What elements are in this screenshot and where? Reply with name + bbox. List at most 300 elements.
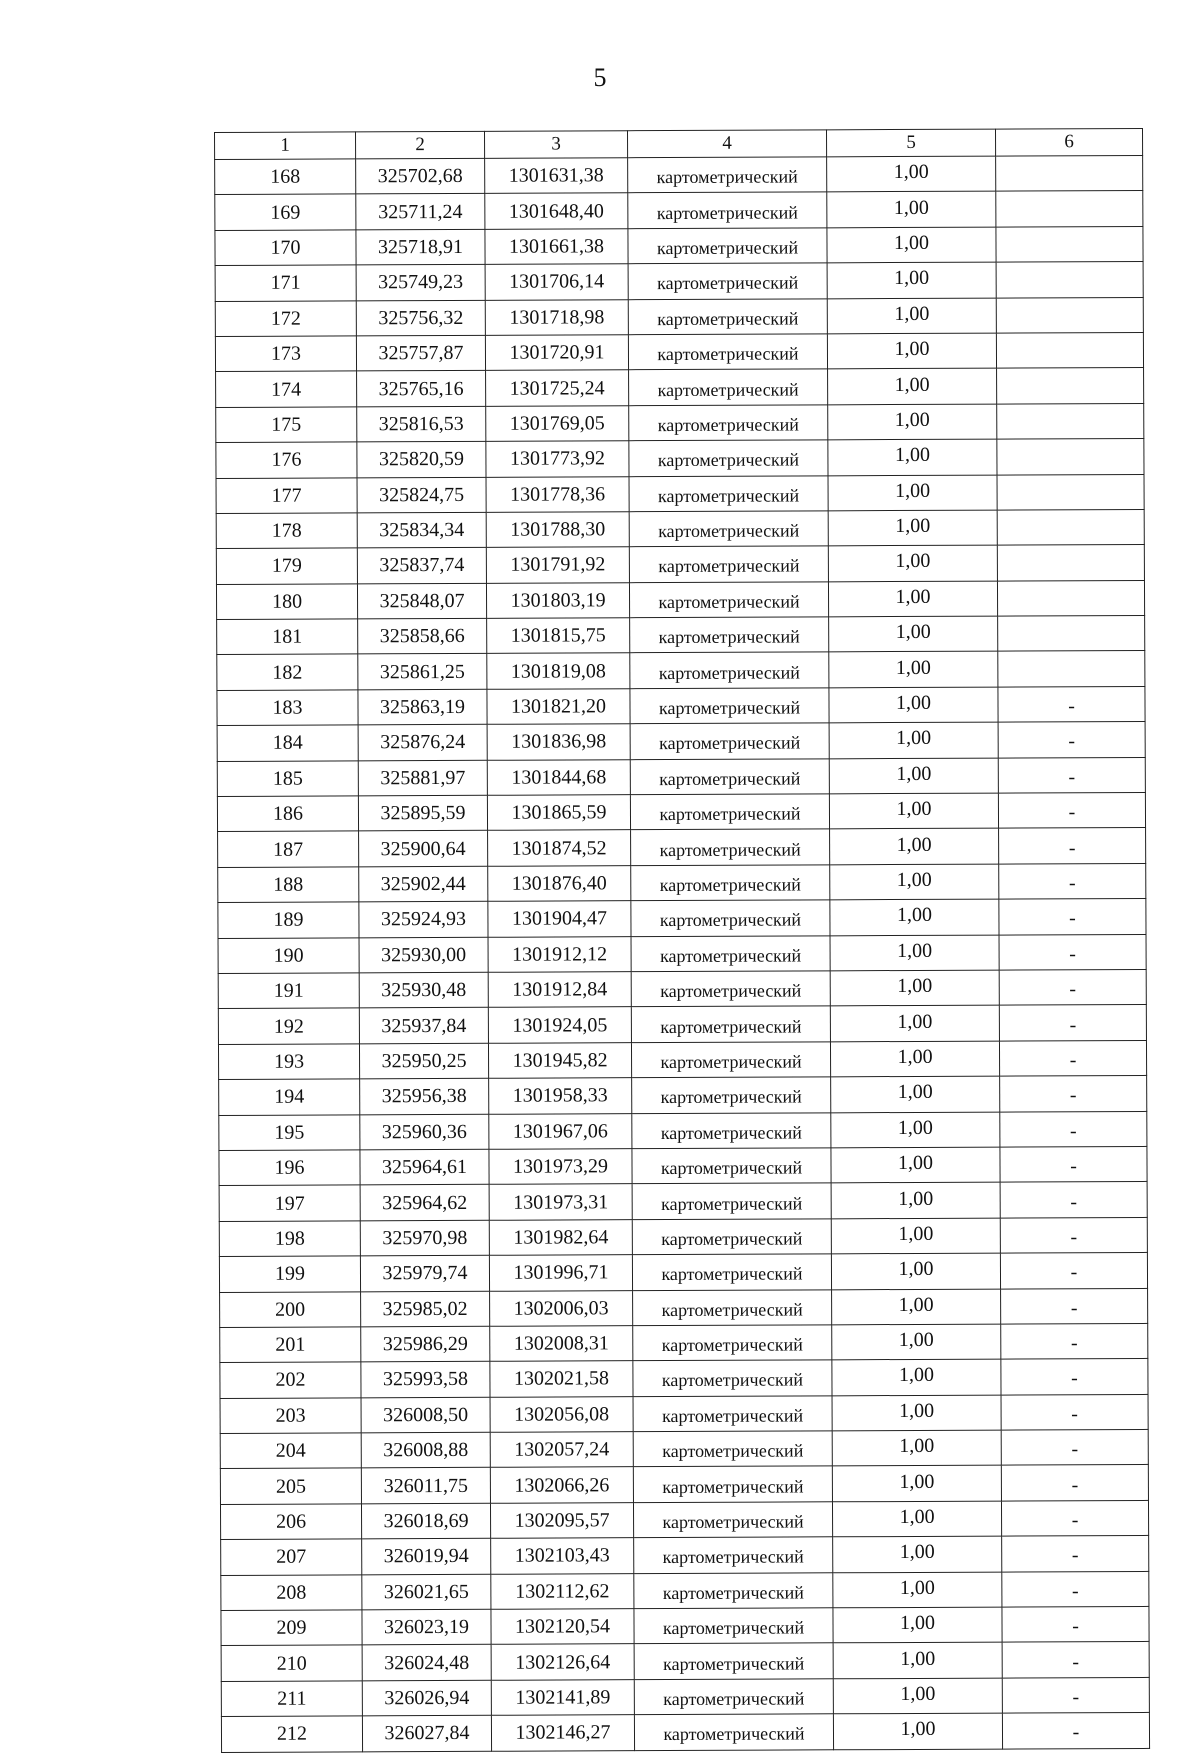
cell-point-number: 202 [220, 1362, 361, 1398]
cell-coord-x: 325816,53 [357, 406, 486, 442]
cell-accuracy: 1,00 [831, 1253, 1000, 1289]
cell-coord-x: 325964,61 [360, 1149, 489, 1185]
cell-note [998, 616, 1145, 652]
cell-coord-x: 326024,48 [362, 1645, 491, 1681]
table-row [215, 226, 1143, 265]
cell-method: картометрический [631, 829, 830, 865]
cell-point-number: 183 [217, 690, 358, 726]
cell-method: картометрический [628, 192, 827, 228]
cell-accuracy: 1,00 [828, 581, 997, 617]
cell-point-number: 169 [215, 194, 356, 230]
cell-coord-y: 1301912,12 [488, 936, 631, 972]
table-row [219, 1076, 1147, 1115]
cell-accuracy: 1,00 [833, 1678, 1002, 1714]
table-row [218, 863, 1146, 902]
cell-method: картометрический [629, 582, 828, 618]
header-col-1: 1 [215, 132, 356, 160]
cell-note [997, 545, 1144, 581]
cell-method: картометрический [632, 1219, 831, 1255]
cell-coord-x: 325834,34 [357, 512, 486, 548]
cell-coord-y: 1301967,06 [489, 1113, 632, 1149]
cell-method: картометрический [628, 157, 827, 193]
cell-coord-x: 325902,44 [359, 866, 488, 902]
table-row [217, 757, 1145, 796]
cell-note: - [1002, 1677, 1149, 1713]
table-row [217, 616, 1145, 655]
cell-note: - [1002, 1571, 1149, 1607]
cell-method: картометрический [629, 369, 828, 405]
cell-coord-x: 325824,75 [357, 477, 486, 513]
cell-accuracy: 1,00 [832, 1501, 1001, 1537]
cell-accuracy: 1,00 [828, 510, 997, 546]
cell-method: картометрический [630, 723, 829, 759]
cell-point-number: 174 [216, 371, 357, 407]
cell-note: - [1000, 1111, 1147, 1147]
header-col-3: 3 [484, 131, 627, 159]
cell-note: - [1001, 1323, 1148, 1359]
table-row [218, 1005, 1146, 1044]
cell-method: картометрический [630, 794, 829, 830]
cell-coord-x: 325749,23 [356, 264, 485, 300]
cell-accuracy: 1,00 [829, 758, 998, 794]
table-row [219, 1217, 1147, 1256]
cell-coord-x: 325757,87 [356, 335, 485, 371]
cell-coord-y: 1301958,33 [489, 1078, 632, 1114]
cell-method: картометрический [634, 1537, 833, 1573]
table-row [216, 474, 1144, 513]
cell-coord-x: 325837,74 [357, 548, 486, 584]
cell-accuracy: 1,00 [832, 1395, 1001, 1431]
table-row [218, 828, 1146, 867]
cell-coord-y: 1302103,43 [491, 1538, 634, 1574]
cell-coord-y: 1301844,68 [487, 759, 630, 795]
cell-coord-y: 1302057,24 [490, 1432, 633, 1468]
cell-note [996, 262, 1143, 298]
cell-note [996, 297, 1143, 333]
cell-note: - [1000, 1076, 1147, 1112]
cell-coord-y: 1301836,98 [487, 724, 630, 760]
cell-point-number: 176 [216, 442, 357, 478]
cell-point-number: 195 [219, 1114, 360, 1150]
cell-point-number: 187 [218, 831, 359, 867]
cell-coord-y: 1302146,27 [491, 1715, 634, 1751]
cell-note [997, 509, 1144, 545]
cell-coord-x: 326019,94 [362, 1539, 491, 1575]
cell-method: картометрический [632, 1112, 831, 1148]
cell-method: картометрический [631, 1006, 830, 1042]
cell-coord-x: 326021,65 [362, 1574, 491, 1610]
cell-coord-y: 1301773,92 [486, 441, 629, 477]
cell-accuracy: 1,00 [829, 687, 998, 723]
cell-accuracy: 1,00 [827, 298, 996, 334]
cell-coord-x: 326008,88 [361, 1432, 490, 1468]
cell-coord-y: 1301815,75 [487, 618, 630, 654]
cell-accuracy: 1,00 [830, 970, 999, 1006]
table-row [215, 155, 1143, 194]
cell-coord-x: 325986,29 [361, 1326, 490, 1362]
table-row [218, 1040, 1146, 1079]
cell-accuracy: 1,00 [830, 1041, 999, 1077]
cell-method: картометрический [632, 1148, 831, 1184]
cell-coord-y: 1301912,84 [488, 972, 631, 1008]
cell-coord-x: 325881,97 [358, 760, 487, 796]
cell-point-number: 199 [219, 1256, 360, 1292]
cell-coord-x: 325702,68 [356, 158, 485, 194]
header-col-2: 2 [356, 131, 485, 159]
table-row [216, 545, 1144, 584]
cell-coord-x: 325985,02 [361, 1291, 490, 1327]
cell-point-number: 179 [216, 548, 357, 584]
cell-method: картометрический [629, 546, 828, 582]
table-row [215, 262, 1143, 301]
cell-note: - [999, 1005, 1146, 1041]
table-row [218, 899, 1146, 938]
cell-coord-x: 325950,25 [359, 1043, 488, 1079]
table-row [220, 1394, 1148, 1433]
cell-accuracy: 1,00 [827, 333, 996, 369]
table-row [219, 1146, 1147, 1185]
cell-method: картометрический [632, 1183, 831, 1219]
cell-note [997, 439, 1144, 475]
cell-coord-y: 1302056,08 [490, 1396, 633, 1432]
cell-coord-x: 325970,98 [360, 1220, 489, 1256]
cell-point-number: 178 [216, 513, 357, 549]
cell-note [996, 155, 1143, 191]
cell-method: картометрический [634, 1572, 833, 1608]
cell-note: - [1000, 1253, 1147, 1289]
cell-point-number: 168 [215, 159, 356, 195]
table-row [219, 1182, 1147, 1221]
cell-method: картометрический [633, 1360, 832, 1396]
cell-point-number: 198 [219, 1221, 360, 1257]
cell-method: картометрический [629, 440, 828, 476]
cell-coord-y: 1302112,62 [491, 1573, 634, 1609]
cell-point-number: 175 [216, 407, 357, 443]
cell-coord-y: 1301982,64 [489, 1219, 632, 1255]
table-row [215, 191, 1143, 230]
cell-note: - [999, 863, 1146, 899]
cell-note: - [998, 792, 1145, 828]
cell-accuracy: 1,00 [830, 1005, 999, 1041]
cell-point-number: 171 [215, 265, 356, 301]
table-row [215, 332, 1143, 371]
cell-note: - [999, 899, 1146, 935]
cell-method: картометрический [634, 1608, 833, 1644]
cell-accuracy: 1,00 [827, 191, 996, 227]
cell-coord-y: 1301706,14 [485, 264, 628, 300]
cell-coord-y: 1301803,19 [486, 582, 629, 618]
cell-method: картометрический [629, 475, 828, 511]
cell-point-number: 209 [221, 1610, 362, 1646]
cell-note: - [1001, 1359, 1148, 1395]
cell-coord-x: 325960,36 [360, 1114, 489, 1150]
cell-accuracy: 1,00 [828, 404, 997, 440]
cell-note [997, 580, 1144, 616]
table-row [216, 580, 1144, 619]
cell-point-number: 206 [220, 1504, 361, 1540]
cell-point-number: 211 [221, 1681, 362, 1717]
cell-note: - [1001, 1429, 1148, 1465]
cell-accuracy: 1,00 [832, 1466, 1001, 1502]
cell-coord-x: 325900,64 [359, 831, 488, 867]
cell-note: - [1002, 1536, 1149, 1572]
cell-point-number: 188 [218, 867, 359, 903]
cell-note: - [1001, 1465, 1148, 1501]
cell-point-number: 201 [220, 1327, 361, 1363]
cell-note: - [1000, 1146, 1147, 1182]
cell-coord-x: 326008,50 [361, 1397, 490, 1433]
cell-coord-y: 1301996,71 [489, 1255, 632, 1291]
cell-note [998, 651, 1145, 687]
table-row [220, 1359, 1148, 1398]
cell-accuracy: 1,00 [832, 1430, 1001, 1466]
cell-accuracy: 1,00 [830, 829, 999, 865]
table-row [216, 509, 1144, 548]
table-row [217, 792, 1145, 831]
cell-coord-y: 1301791,92 [486, 547, 629, 583]
cell-method: картометрический [628, 298, 827, 334]
cell-coord-x: 325711,24 [356, 194, 485, 230]
cell-accuracy: 1,00 [832, 1359, 1001, 1395]
cell-note [997, 403, 1144, 439]
cell-coord-x: 326018,69 [361, 1503, 490, 1539]
cell-coord-x: 325993,58 [361, 1362, 490, 1398]
table-row [216, 368, 1144, 407]
cell-coord-y: 1302095,57 [490, 1503, 633, 1539]
cell-point-number: 197 [219, 1185, 360, 1221]
cell-method: картометрический [630, 758, 829, 794]
table-row [219, 1253, 1147, 1292]
cell-accuracy: 1,00 [829, 722, 998, 758]
cell-method: картометрический [630, 688, 829, 724]
cell-coord-x: 325756,32 [356, 300, 485, 336]
cell-coord-x: 325863,19 [358, 689, 487, 725]
cell-point-number: 177 [216, 477, 357, 513]
cell-note: - [998, 686, 1145, 722]
cell-accuracy: 1,00 [831, 1182, 1000, 1218]
table-header [215, 128, 1143, 159]
cell-coord-x: 325858,66 [358, 618, 487, 654]
cell-accuracy: 1,00 [829, 616, 998, 652]
cell-point-number: 170 [215, 230, 356, 266]
cell-accuracy: 1,00 [831, 1218, 1000, 1254]
cell-note: - [1001, 1394, 1148, 1430]
cell-method: картометрический [631, 935, 830, 971]
cell-coord-x: 325979,74 [360, 1255, 489, 1291]
cell-method: картометрический [631, 971, 830, 1007]
cell-note: - [999, 969, 1146, 1005]
table-row [217, 686, 1145, 725]
table-row [220, 1465, 1148, 1504]
cell-coord-y: 1301769,05 [486, 405, 629, 441]
cell-coord-y: 1301945,82 [488, 1042, 631, 1078]
cell-coord-x: 325964,62 [360, 1185, 489, 1221]
cell-coord-y: 1301661,38 [485, 228, 628, 264]
cell-point-number: 203 [220, 1398, 361, 1434]
cell-coord-x: 326027,84 [362, 1715, 491, 1751]
cell-point-number: 194 [219, 1079, 360, 1115]
header-col-6: 6 [995, 128, 1142, 156]
header-row [215, 128, 1143, 159]
cell-note [996, 226, 1143, 262]
cell-point-number: 186 [217, 796, 358, 832]
cell-note: - [1001, 1288, 1148, 1324]
cell-note: - [999, 828, 1146, 864]
cell-coord-x: 325895,59 [358, 795, 487, 831]
cell-coord-y: 1301788,30 [486, 512, 629, 548]
cell-method: картометрический [631, 1042, 830, 1078]
cell-coord-x: 325820,59 [357, 441, 486, 477]
cell-method: картометрический [633, 1325, 832, 1361]
cell-coord-y: 1301725,24 [486, 370, 629, 406]
table-row [218, 934, 1146, 973]
cell-coord-x: 326026,94 [362, 1680, 491, 1716]
cell-note [997, 474, 1144, 510]
cell-note [997, 368, 1144, 404]
coordinates-table [214, 128, 1150, 1753]
cell-accuracy: 1,00 [829, 652, 998, 688]
cell-note: - [998, 722, 1145, 758]
cell-point-number: 204 [220, 1433, 361, 1469]
table-row [220, 1323, 1148, 1362]
table-row [220, 1429, 1148, 1468]
cell-accuracy: 1,00 [833, 1713, 1002, 1749]
cell-coord-y: 1301819,08 [487, 653, 630, 689]
cell-coord-y: 1302006,03 [490, 1290, 633, 1326]
cell-accuracy: 1,00 [828, 439, 997, 475]
cell-method: картометрический [633, 1289, 832, 1325]
cell-accuracy: 1,00 [831, 1147, 1000, 1183]
cell-method: картометрический [631, 865, 830, 901]
cell-method: картометрический [628, 334, 827, 370]
cell-coord-y: 1302008,31 [490, 1326, 633, 1362]
cell-coord-y: 1301631,38 [485, 158, 628, 194]
cell-coord-x: 325876,24 [358, 725, 487, 761]
cell-point-number: 208 [221, 1574, 362, 1610]
cell-point-number: 205 [220, 1468, 361, 1504]
table-row [220, 1500, 1148, 1539]
table-row [220, 1288, 1148, 1327]
table-row [221, 1677, 1149, 1716]
cell-coord-x: 326011,75 [361, 1468, 490, 1504]
table-row [216, 439, 1144, 478]
table-row [221, 1606, 1149, 1645]
cell-note: - [1000, 1182, 1147, 1218]
cell-point-number: 173 [215, 336, 356, 372]
cell-method: картометрический [632, 1254, 831, 1290]
cell-method: картометрический [628, 263, 827, 299]
cell-note: - [999, 1040, 1146, 1076]
cell-coord-y: 1301876,40 [488, 866, 631, 902]
table-row [217, 651, 1145, 690]
cell-point-number: 189 [218, 902, 359, 938]
cell-point-number: 200 [220, 1291, 361, 1327]
cell-method: картометрический [634, 1714, 833, 1750]
header-col-5: 5 [826, 129, 995, 157]
cell-accuracy: 1,00 [827, 262, 996, 298]
table-row [221, 1536, 1149, 1575]
table-row [221, 1642, 1149, 1681]
cell-coord-y: 1301865,59 [487, 795, 630, 831]
cell-accuracy: 1,00 [827, 227, 996, 263]
cell-note: - [999, 934, 1146, 970]
cell-coord-x: 325861,25 [358, 654, 487, 690]
cell-point-number: 190 [218, 937, 359, 973]
cell-point-number: 207 [221, 1539, 362, 1575]
cell-coord-x: 325765,16 [357, 371, 486, 407]
table-row [218, 969, 1146, 1008]
cell-coord-y: 1301973,31 [489, 1184, 632, 1220]
cell-method: картометрический [633, 1466, 832, 1502]
cell-accuracy: 1,00 [827, 156, 996, 192]
cell-note [996, 191, 1143, 227]
page-number: 5 [593, 63, 607, 92]
cell-note [996, 332, 1143, 368]
cell-coord-y: 1301718,98 [485, 299, 628, 335]
cell-accuracy: 1,00 [833, 1607, 1002, 1643]
cell-point-number: 192 [218, 1008, 359, 1044]
cell-accuracy: 1,00 [833, 1536, 1002, 1572]
cell-method: картометрический [628, 228, 827, 264]
cell-accuracy: 1,00 [830, 935, 999, 971]
cell-accuracy: 1,00 [828, 545, 997, 581]
cell-coord-x: 325930,48 [359, 972, 488, 1008]
cell-point-number: 191 [218, 973, 359, 1009]
cell-note: - [1000, 1217, 1147, 1253]
cell-method: картометрический [634, 1679, 833, 1715]
cell-point-number: 185 [217, 761, 358, 797]
table-row [221, 1571, 1149, 1610]
cell-coord-y: 1302126,64 [491, 1644, 634, 1680]
cell-point-number: 181 [217, 619, 358, 655]
cell-note: - [1002, 1713, 1149, 1749]
cell-coord-y: 1301778,36 [486, 476, 629, 512]
cell-coord-x: 325956,38 [360, 1078, 489, 1114]
cell-accuracy: 1,00 [830, 864, 999, 900]
cell-method: картометрический [633, 1502, 832, 1538]
cell-point-number: 172 [215, 300, 356, 336]
cell-coord-y: 1301648,40 [485, 193, 628, 229]
cell-method: картометрический [633, 1431, 832, 1467]
cell-coord-y: 1301874,52 [488, 830, 631, 866]
cell-note: - [998, 757, 1145, 793]
cell-coord-y: 1302066,26 [490, 1467, 633, 1503]
cell-accuracy: 1,00 [833, 1572, 1002, 1608]
cell-accuracy: 1,00 [832, 1324, 1001, 1360]
cell-accuracy: 1,00 [833, 1642, 1002, 1678]
cell-method: картометрический [629, 405, 828, 441]
cell-coord-y: 1302141,89 [491, 1679, 634, 1715]
cell-coord-y: 1302120,54 [491, 1609, 634, 1645]
cell-note: - [1002, 1642, 1149, 1678]
cell-coord-x: 325937,84 [359, 1008, 488, 1044]
table-row [221, 1713, 1149, 1752]
cell-method: картометрический [631, 900, 830, 936]
cell-point-number: 180 [216, 584, 357, 620]
cell-coord-y: 1301904,47 [488, 901, 631, 937]
table-row [217, 722, 1145, 761]
cell-point-number: 182 [217, 654, 358, 690]
cell-coord-x: 325718,91 [356, 229, 485, 265]
cell-accuracy: 1,00 [832, 1289, 1001, 1325]
table-row [216, 403, 1144, 442]
cell-coord-y: 1302021,58 [490, 1361, 633, 1397]
cell-point-number: 212 [221, 1716, 362, 1752]
cell-point-number: 210 [221, 1645, 362, 1681]
table-row [215, 297, 1143, 336]
cell-accuracy: 1,00 [830, 899, 999, 935]
cell-method: картометрический [630, 617, 829, 653]
